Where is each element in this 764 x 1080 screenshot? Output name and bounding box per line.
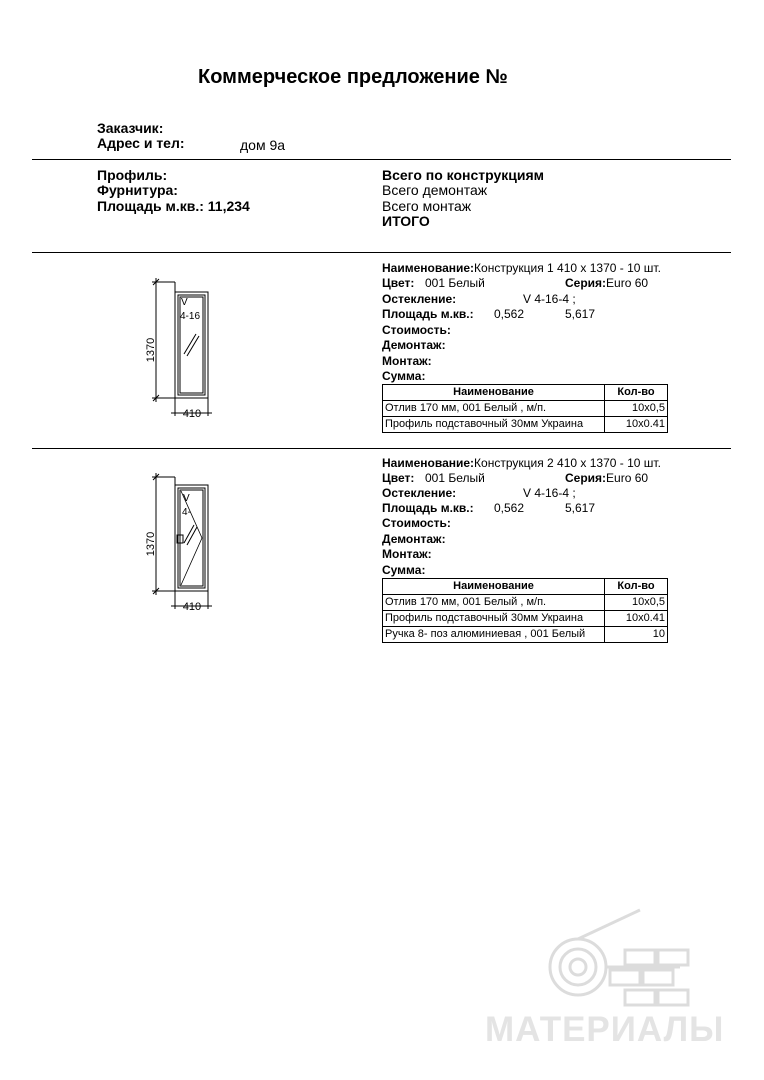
glazing-value: V 4-16-4 ; xyxy=(523,292,576,306)
window-drawing-1 xyxy=(140,272,220,422)
series-label: Серия: xyxy=(565,471,607,485)
name-label: Наименование: xyxy=(382,456,475,470)
glass-mark-formula: 4-16 xyxy=(180,311,201,322)
table-row xyxy=(383,595,668,611)
watermark-logo-icon xyxy=(530,905,695,1010)
cost-label: Стоимость: xyxy=(382,323,451,337)
glass-mark-formula: 4- xyxy=(182,507,191,518)
table-row xyxy=(383,417,668,433)
divider xyxy=(32,252,731,253)
item-name: Профиль подставочный 30мм Украина xyxy=(383,611,605,627)
height-dimension: 1370 xyxy=(145,337,157,363)
name-value: Конструкция 1 410 x 1370 - 10 шт. xyxy=(474,261,661,275)
glass-mark-v: V xyxy=(183,493,190,504)
glass-mark-v: V xyxy=(181,297,188,308)
table-row xyxy=(383,401,668,417)
area-total: 5,617 xyxy=(565,501,596,515)
table-row xyxy=(383,611,668,627)
area-unit: 0,562 xyxy=(494,307,525,321)
installation-label: Монтаж: xyxy=(382,354,432,368)
fittings-label: Фурнитура: xyxy=(97,182,178,198)
color-label: Цвет: xyxy=(382,276,415,290)
item-name: Ручка 8- поз алюминиевая , 001 Белый xyxy=(383,627,605,643)
construction-2-name xyxy=(382,456,661,470)
table-header xyxy=(383,385,668,401)
dismantling-label: Демонтаж: xyxy=(382,532,446,546)
total-dismantling: Всего демонтаж xyxy=(382,182,488,198)
grand-total: ИТОГО xyxy=(382,213,430,229)
series-label: Серия: xyxy=(565,276,607,290)
address-label: Адрес и тел: xyxy=(97,135,185,151)
item-name: Отлив 170 мм, 001 Белый , м/п. xyxy=(383,595,605,611)
customer-label: Заказчик: xyxy=(97,120,164,136)
table-header xyxy=(383,579,668,595)
glazing-value: V 4-16-4 ; xyxy=(523,486,576,500)
profile-label: Профиль: xyxy=(97,167,168,183)
height-dimension: 1370 xyxy=(145,531,157,557)
total-area-value: 11,234 xyxy=(207,198,250,214)
divider xyxy=(32,159,731,160)
item-qty: 10x0,5 xyxy=(605,401,668,417)
header-name: Наименование xyxy=(383,579,605,595)
total-constructions: Всего по конструкциям xyxy=(382,167,545,183)
width-dimension: 410 xyxy=(182,601,202,613)
color-value: 001 Белый xyxy=(425,276,485,290)
area-total: 5,617 xyxy=(565,307,596,321)
items-table-1 xyxy=(382,384,668,433)
width-dimension: 410 xyxy=(182,408,202,420)
construction-1-name xyxy=(382,261,661,275)
installation-label: Монтаж: xyxy=(382,547,432,561)
total-area xyxy=(97,198,250,214)
header-qty: Кол-во xyxy=(605,385,668,401)
series xyxy=(565,471,648,485)
page-title: Коммерческое предложение № xyxy=(198,66,508,88)
address-value: дом 9а xyxy=(240,137,286,153)
item-qty: 10x0.41 xyxy=(605,417,668,433)
item-name: Отлив 170 мм, 001 Белый , м/п. xyxy=(383,401,605,417)
item-qty: 10x0.41 xyxy=(605,611,668,627)
name-label: Наименование: xyxy=(382,261,475,275)
sum-label: Сумма: xyxy=(382,563,426,577)
glazing-label: Остекление: xyxy=(382,292,457,306)
name-value: Конструкция 2 410 x 1370 - 10 шт. xyxy=(474,456,661,470)
dismantling-label: Демонтаж: xyxy=(382,338,446,352)
cost-label: Стоимость: xyxy=(382,516,451,530)
total-installation: Всего монтаж xyxy=(382,198,472,214)
glazing-label: Остекление: xyxy=(382,486,457,500)
series xyxy=(565,276,648,290)
header-qty: Кол-во xyxy=(605,579,668,595)
area-label: Площадь м.кв.: xyxy=(382,501,474,515)
table-row xyxy=(383,627,668,643)
item-qty: 10 xyxy=(605,627,668,643)
series-value: Euro 60 xyxy=(606,471,649,485)
series-value: Euro 60 xyxy=(606,276,649,290)
item-qty: 10x0,5 xyxy=(605,595,668,611)
total-area-label: Площадь м.кв.: xyxy=(97,198,204,214)
items-table-2 xyxy=(382,578,668,643)
area-label: Площадь м.кв.: xyxy=(382,307,474,321)
area-unit: 0,562 xyxy=(494,501,525,515)
item-name: Профиль подставочный 30мм Украина xyxy=(383,417,605,433)
watermark-text: МАТЕРИАЛЫ xyxy=(485,1010,725,1049)
header-name: Наименование xyxy=(383,385,605,401)
window-drawing-2 xyxy=(140,467,220,617)
divider xyxy=(32,448,731,449)
sum-label: Сумма: xyxy=(382,369,426,383)
color-label: Цвет: xyxy=(382,471,415,485)
color-value: 001 Белый xyxy=(425,471,485,485)
